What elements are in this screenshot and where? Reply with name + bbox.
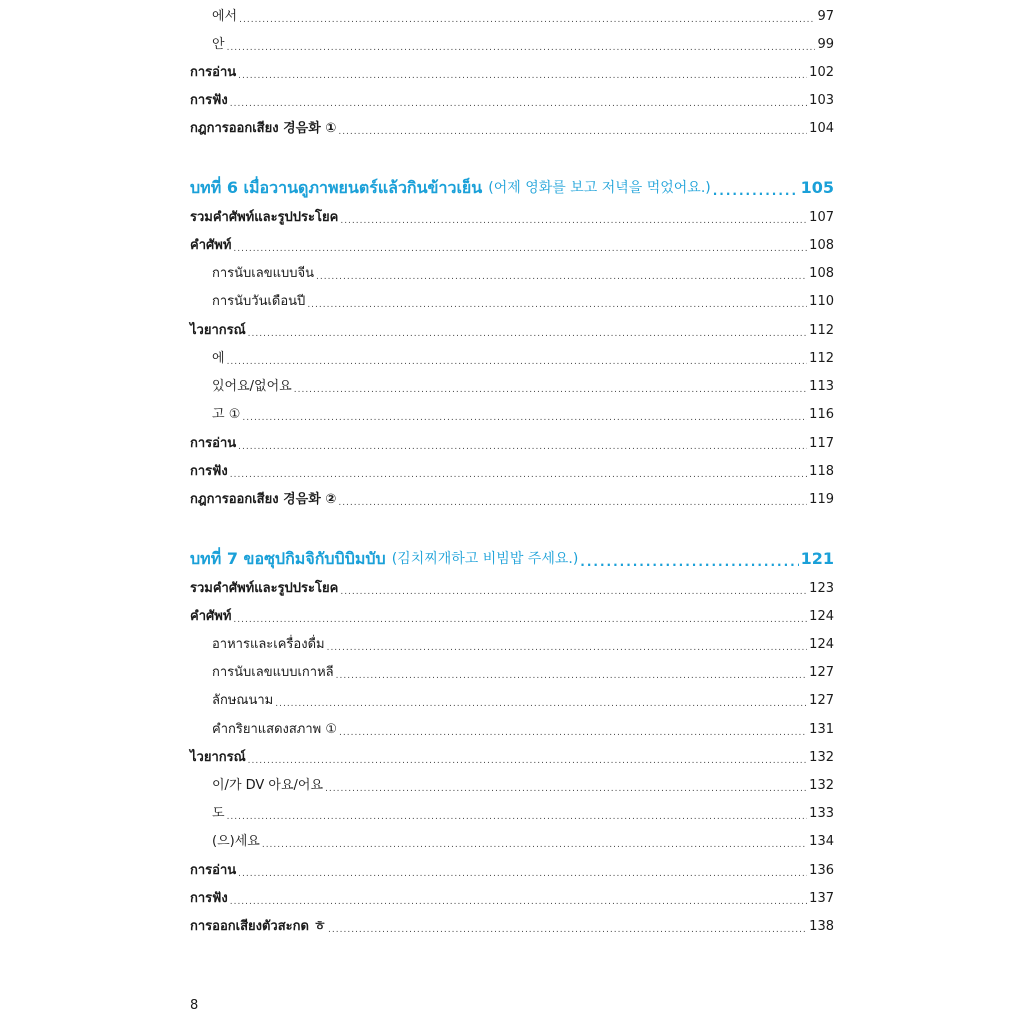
toc-entry-title: บทที่ 6 เมื่อวานดูภาพยนตร์แล้วกินข้าวเย็น xyxy=(190,178,483,197)
toc-entry-title: การอ่าน xyxy=(190,65,237,80)
toc-entry xyxy=(190,861,834,881)
dot-leader xyxy=(227,355,808,369)
toc-entry-page: 117 xyxy=(809,436,834,451)
toc-entry xyxy=(212,635,834,655)
toc-entry-page: 132 xyxy=(809,750,834,765)
toc-entry xyxy=(212,349,834,369)
dot-leader xyxy=(233,613,807,627)
dot-leader xyxy=(233,242,807,256)
toc-entry-page: 110 xyxy=(809,294,834,309)
toc-entry-page: 112 xyxy=(809,351,834,366)
dot-leader xyxy=(230,895,807,909)
dot-leader xyxy=(238,440,807,454)
toc-entry-title: 이/가 DV 아요/어요 xyxy=(212,778,324,793)
dot-leader xyxy=(227,41,816,55)
toc-entry-title: 에 xyxy=(212,351,225,366)
toc-entry xyxy=(190,462,834,482)
toc-entry-page: 113 xyxy=(809,379,834,394)
toc-entry-title: การนับวันเดือนปี xyxy=(212,294,306,309)
toc-entry-page: 97 xyxy=(817,9,834,24)
toc-entry-title: 에서 xyxy=(212,9,238,24)
toc-entry-title: การนับเลขแบบจีน xyxy=(212,266,314,281)
dot-leader xyxy=(325,782,807,796)
toc-entry-page: 134 xyxy=(809,834,834,849)
dot-leader xyxy=(580,553,798,571)
toc-entry xyxy=(212,377,834,397)
toc-entry-title: การฟัง xyxy=(190,464,228,479)
toc-entry-title: การนับเลขแบบเกาหลี xyxy=(212,665,334,680)
dot-leader xyxy=(230,97,807,111)
toc-entry-page: 136 xyxy=(809,863,834,878)
toc-chapter-heading xyxy=(190,176,834,200)
toc-entry xyxy=(212,35,834,55)
toc-entry xyxy=(190,119,834,139)
dot-leader xyxy=(242,411,807,425)
toc-entry-page: 119 xyxy=(809,492,834,507)
dot-leader xyxy=(307,298,807,312)
toc-entry-page: 133 xyxy=(809,806,834,821)
dot-leader xyxy=(294,383,807,397)
toc-entry-title: ลักษณนาม xyxy=(212,693,274,708)
toc-entry-page: 103 xyxy=(809,93,834,108)
toc-entry-title: คำกริยาแสดงสภาพ ① xyxy=(212,722,338,737)
toc-entry xyxy=(190,91,834,111)
toc-entry-title: การอ่าน xyxy=(190,863,237,878)
dot-leader xyxy=(275,697,807,711)
toc-entry-page: 121 xyxy=(800,549,834,568)
toc-entry-page: 108 xyxy=(809,238,834,253)
dot-leader xyxy=(238,69,807,83)
toc-entry-page: 132 xyxy=(809,778,834,793)
toc-entry xyxy=(190,321,834,341)
toc-entry-page: 104 xyxy=(809,121,834,136)
toc-entry-title: ไวยากรณ์ xyxy=(190,750,246,765)
toc-entry-page: 124 xyxy=(809,637,834,652)
toc-entry-page: 105 xyxy=(800,178,834,197)
toc-entry xyxy=(190,917,834,937)
toc-entry-title: 고 ① xyxy=(212,407,241,422)
toc-entry xyxy=(190,490,834,510)
toc-entry-page: 112 xyxy=(809,323,834,338)
toc-entry xyxy=(190,579,834,599)
toc-chapter-korean-title: (어제 영화를 보고 저녁을 먹었어요.) xyxy=(488,180,711,196)
toc-entry xyxy=(212,832,834,852)
dot-leader xyxy=(340,585,807,599)
toc-entry xyxy=(190,607,834,627)
dot-leader xyxy=(336,669,808,683)
dot-leader xyxy=(248,754,808,768)
dot-leader xyxy=(227,810,808,824)
toc-entry-page: 123 xyxy=(809,581,834,596)
dot-leader xyxy=(339,726,807,740)
toc-entry-title: บทที่ 7 ขอซุปกิมจิกับบิบิมบับ xyxy=(190,549,386,568)
toc-entry-page: 108 xyxy=(809,266,834,281)
toc-entry-page: 116 xyxy=(809,407,834,422)
toc-entry xyxy=(212,691,834,711)
toc-entry-title: คำศัพท์ xyxy=(190,238,232,253)
toc-entry-title: 도 xyxy=(212,806,225,821)
dot-leader xyxy=(340,214,807,228)
dot-leader xyxy=(327,641,808,655)
toc-entry-title: รวมคำศัพท์และรูปประโยค xyxy=(190,210,339,225)
toc-entry xyxy=(190,208,834,228)
toc-entry-page: 127 xyxy=(809,693,834,708)
toc-entry-title: การฟัง xyxy=(190,93,228,108)
toc-entry-page: 131 xyxy=(809,722,834,737)
dot-leader xyxy=(230,468,807,482)
toc-entry-title: (으)세요 xyxy=(212,834,260,849)
toc-entry-title: คำศัพท์ xyxy=(190,609,232,624)
toc-entry xyxy=(190,889,834,909)
toc-entry xyxy=(190,236,834,256)
dot-leader xyxy=(713,182,799,200)
toc-entry-title: การอ่าน xyxy=(190,436,237,451)
toc-entry xyxy=(212,7,834,27)
toc-entry xyxy=(212,663,834,683)
toc-entry-title: กฎการออกเสียง 경음화 ② xyxy=(190,492,337,507)
dot-leader xyxy=(316,270,807,284)
toc-entry-title: รวมคำศัพท์และรูปประโยค xyxy=(190,581,339,596)
toc-entry-title: ไวยากรณ์ xyxy=(190,323,246,338)
page-number: 8 xyxy=(190,998,199,1013)
toc-entry-page: 118 xyxy=(809,464,834,479)
dot-leader xyxy=(262,838,807,852)
toc-entry xyxy=(212,776,834,796)
toc-entry-page: 102 xyxy=(809,65,834,80)
toc-entry-page: 127 xyxy=(809,665,834,680)
dot-leader xyxy=(338,125,807,139)
toc-chapter-korean-title: (김치찌개하고 비빔밥 주세요.) xyxy=(391,551,579,567)
toc-entry-page: 138 xyxy=(809,919,834,934)
toc-entry-page: 124 xyxy=(809,609,834,624)
dot-leader xyxy=(238,867,807,881)
toc-entry xyxy=(190,748,834,768)
toc-entry xyxy=(190,63,834,83)
toc-entry xyxy=(212,804,834,824)
toc-chapter-heading xyxy=(190,547,834,571)
toc-entry xyxy=(212,264,834,284)
toc-entry-title: อาหารและเครื่องดื่ม xyxy=(212,637,325,652)
toc-entry-page: 99 xyxy=(817,37,834,52)
toc-entry-title: 안 xyxy=(212,37,225,52)
toc-entry-page: 137 xyxy=(809,891,834,906)
toc-entry xyxy=(190,434,834,454)
dot-leader xyxy=(338,496,807,510)
toc-entry-title: การฟัง xyxy=(190,891,228,906)
toc-entry-title: กฎการออกเสียง 경음화 ① xyxy=(190,121,337,136)
toc-entry xyxy=(212,292,834,312)
toc-entry-page: 107 xyxy=(809,210,834,225)
toc-entry xyxy=(212,405,834,425)
toc-entry-title: การออกเสียงตัวสะกด ㅎ xyxy=(190,919,327,934)
dot-leader xyxy=(248,327,808,341)
toc-entry xyxy=(212,720,834,740)
dot-leader xyxy=(239,13,815,27)
dot-leader xyxy=(328,923,807,937)
toc-entry-title: 있어요/없어요 xyxy=(212,379,292,394)
